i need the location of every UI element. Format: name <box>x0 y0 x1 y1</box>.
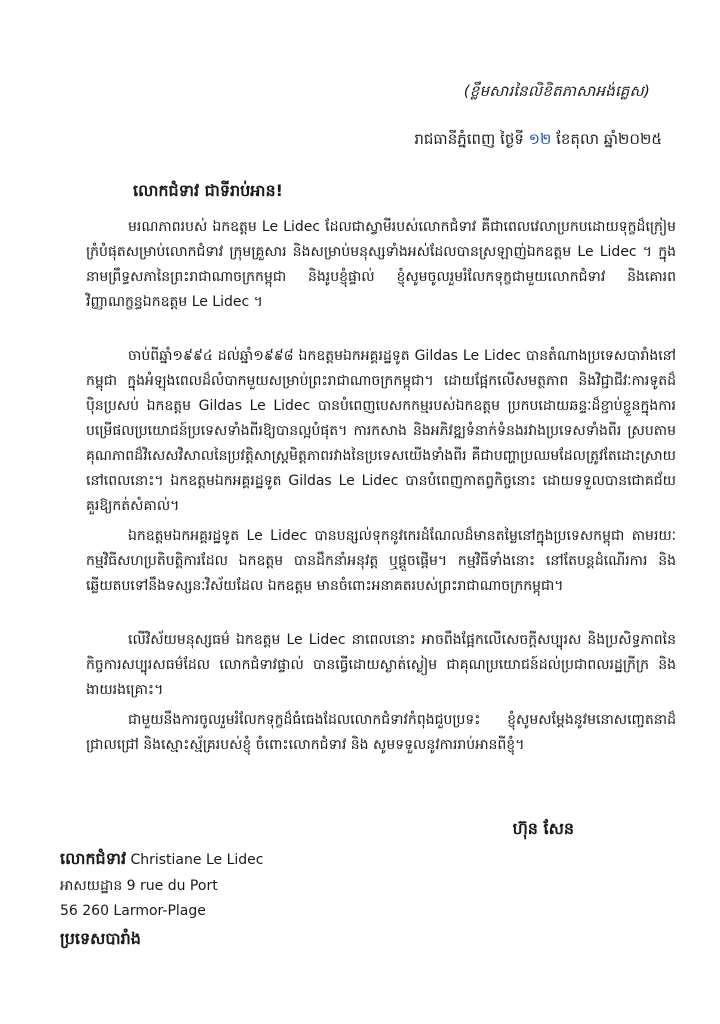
address-city: 56 260 Larmor-Plage <box>60 903 206 919</box>
address-line <box>60 876 218 897</box>
address-label: អាសយដ្ឋាន <box>60 878 123 894</box>
paragraph-5: ជាមួយនឹងការចូលរួមរំលែកទុក្ខដ៏ធំធេងដែលលោកជំទាវកំពុងជួបប្រទះ ខ្ញុំសូមសម្តែងនូវមនោសញ្ចេតនាដ៏ជ្រាលជ្រៅ និងស្មោះស្ម័គ្ររបស់ខ្ញុំ ចំពោះលោកជំទាវ និង សូមទទួលនូវការរាប់អានពីខ្ញុំ។ <box>86 712 676 753</box>
dateline <box>414 130 662 152</box>
signature-name: ហ៊ុន សែន <box>512 819 574 838</box>
translation-note: (ខ្លឹមសារនៃលិខិតភាសាអង់គ្លេស) <box>463 82 650 100</box>
recipient-line <box>60 848 263 872</box>
recipient-title: លោកជំទាវ <box>60 849 127 868</box>
recipient-name: Christiane Le Lidec <box>126 852 264 868</box>
address-country: ប្រទេសបារាំង <box>60 929 141 948</box>
paragraph-4: លើវិស័យមនុស្សធម៌ ឯកឧត្តម Le Lidec នាពេលនោះ អាចពឹងផ្អែកលើសេចក្តីសប្បុរស និងប្រសិទ្ធភាពនៃកិច្ចការសប្បុរសធម៌ដែល លោកជំទាវផ្ទាល់ បានធ្វើដោយស្ងាត់ស្ងៀម ជាគុណប្រយោជន៍ដល់ប្រជាពលរដ្ឋក្រីក្រ និងងាយរងគ្រោះ។ <box>86 632 676 698</box>
paragraph-3: ឯកឧត្តមឯកអគ្គរដ្ឋទូត Le Lidec បានបន្សល់ទុកនូវកេរដំណែលដ៏មានតម្លៃនៅក្នុងប្រទេសកម្ពុជា តាមរយៈកម្មវិធីសហប្រតិបត្តិការដែល ឯកឧត្តម បានដឹកនាំអនុវត្ត ឬផ្តួចផ្តើម។ កម្មវិធីទាំងនោះ នៅតែបន្តដំណើរការ និងឆ្លើយតបទៅនឹងទស្សនៈវិស័យដែល ឯកឧត្តម មានចំពោះអនាគតរបស់ព្រះរាជាណាចក្រកម្ពុជា។ <box>86 528 676 594</box>
date-day: ១២ <box>528 130 552 148</box>
paragraph-2: ចាប់ពីឆ្នាំ១៩៩៤ ដល់ឆ្នាំ១៩៩៨ ឯកឧត្តមឯកអគ្គរដ្ឋទូត Gildas Le Lidec បានតំណាងប្រទេសបារាំងនៅកម្ពុជា ក្នុងអំឡុងពេលដ៏លំបាកមួយសម្រាប់ព្រះរាជាណាចក្រកម្ពុជា។ ដោយផ្អែកលើសមត្ថភាព និងវិជ្ជាជីវៈការទូតដ៏ប៉ិនប្រសប់ ឯកឧត្តម Gildas Le Lidec បានបំពេញបេសកកម្មរបស់ឯកឧត្តម ប្រកបដោយឆន្ទៈដ៏ខ្ជាប់ខ្ជួនក្នុងការបម្រើផលប្រយោជន៍ប្រទេសទាំងពីរឱ្យបានល្អបំផុត។ ការកសាង និងអភិវឌ្ឍទំនាក់ទំនងរវាងប្រទេសទាំងពីរ ស្របតាមគុណភាពដ៏វិសេសវិសាលនៃប្រវត្តិសាស្ត្រមិត្តភាពរវាងនៃប្រទេសយើងទាំងពីរ គឺជាបញ្ហាប្រឈមដែលត្រូវតែដោះស្រាយ នៅពេលនោះ។ ឯកឧត្តមឯកអគ្គរដ្ឋទូត Gildas Le Lidec បានបំពេញកាតព្វកិច្ចនោះ ដោយទទួលបានជោគជ័យគួរឱ្យកត់សំគាល់។ <box>86 348 676 514</box>
address-street: 9 rue du Port <box>122 878 218 894</box>
salutation: លោកជំទាវ ជាទីរាប់អាន! <box>133 181 283 200</box>
date-suffix: ខែតុលា ឆ្នាំ២០២៥ <box>551 130 662 148</box>
date-prefix: រាជធានីភ្នំពេញ ថ្ងៃទី <box>414 130 529 148</box>
paragraph-1: មរណភាពរបស់ ឯកឧត្តម Le Lidec ដែលជាស្វាមីរបស់លោកជំទាវ គឺជាពេលវេលាប្រកបដោយទុក្ខដ៏ក្រៀមក្រំបំផុតសម្រាប់លោកជំទាវ ក្រុមគ្រួសារ និងសម្រាប់មនុស្សទាំងអស់ដែលបានស្រឡាញ់ឯកឧត្តម Le Lidec ។ ក្នុងនាមព្រឹទ្ធសភានៃព្រះរាជាណាចក្រកម្ពុជា និងរូបខ្ញុំផ្ទាល់ ខ្ញុំសូមចូលរួមរំលែកទុក្ខជាមួយលោកជំទាវ និងគោរពវិញ្ញាណក្ខន្ធឯកឧត្តម Le Lidec ។ <box>86 219 676 310</box>
